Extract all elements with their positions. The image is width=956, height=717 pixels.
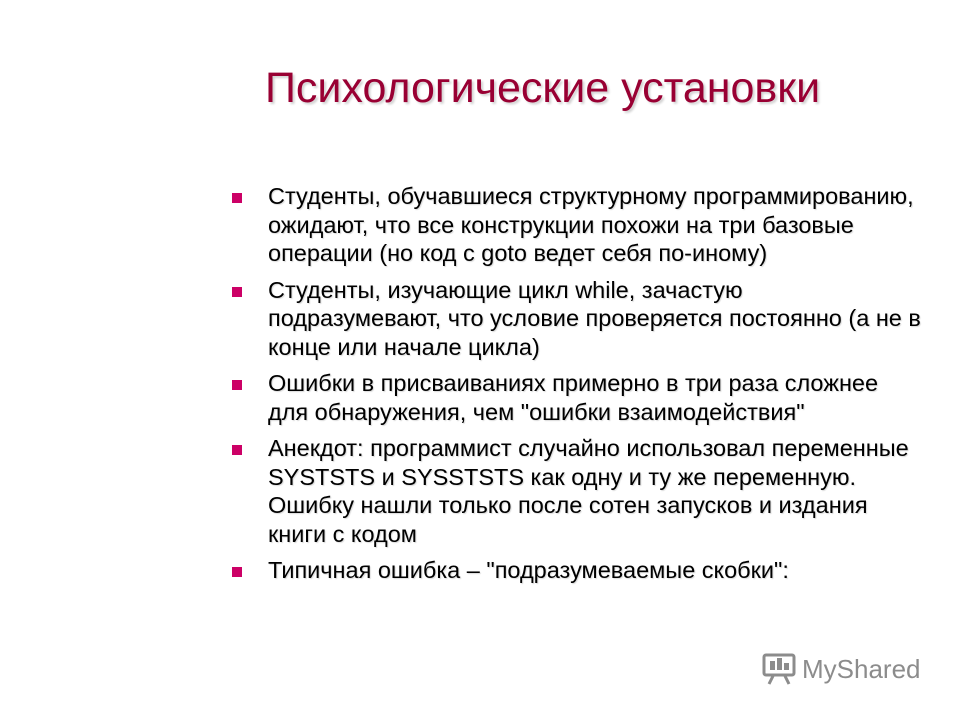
bullet-text: Ошибки в присваиваниях примерно в три раза сложнее для обнаружения, чем "ошибки взаимодействия"	[268, 370, 879, 425]
bullet-text: Типичная ошибка – "подразумеваемые скобки":	[268, 557, 789, 583]
slide-title: Психологические установки	[265, 64, 821, 112]
bullet-item	[232, 182, 922, 268]
square-bullet-icon	[232, 380, 242, 390]
myshared-watermark[interactable]	[762, 652, 921, 686]
bullet-text: Анекдот: программист случайно использовал переменные SYSTSTS и SYSSTSTS как одну и ту же переменную. Ошибку нашли только после сотен запусков и издания книги с кодом	[268, 435, 909, 547]
square-bullet-icon	[232, 193, 242, 203]
bullet-text: Студенты, обучавшиеся структурному программированию, ожидают, что все конструкции похожи на три базовые операции (но код с goto ведет себя по-иному)	[268, 183, 914, 266]
bullet-item	[232, 369, 922, 426]
square-bullet-icon	[232, 567, 242, 577]
square-bullet-icon	[232, 445, 242, 455]
watermark-text: MyShared	[802, 653, 921, 684]
projector-screen-icon	[762, 652, 796, 686]
bullet-list	[232, 182, 922, 593]
bullet-text: Студенты, изучающие цикл while, зачастую подразумевают, что условие проверяется постоянно (а не в конце или начале цикла)	[268, 276, 921, 360]
bullet-item	[232, 276, 922, 362]
square-bullet-icon	[232, 287, 242, 297]
bullet-item	[232, 434, 922, 548]
bullet-item	[232, 556, 922, 585]
